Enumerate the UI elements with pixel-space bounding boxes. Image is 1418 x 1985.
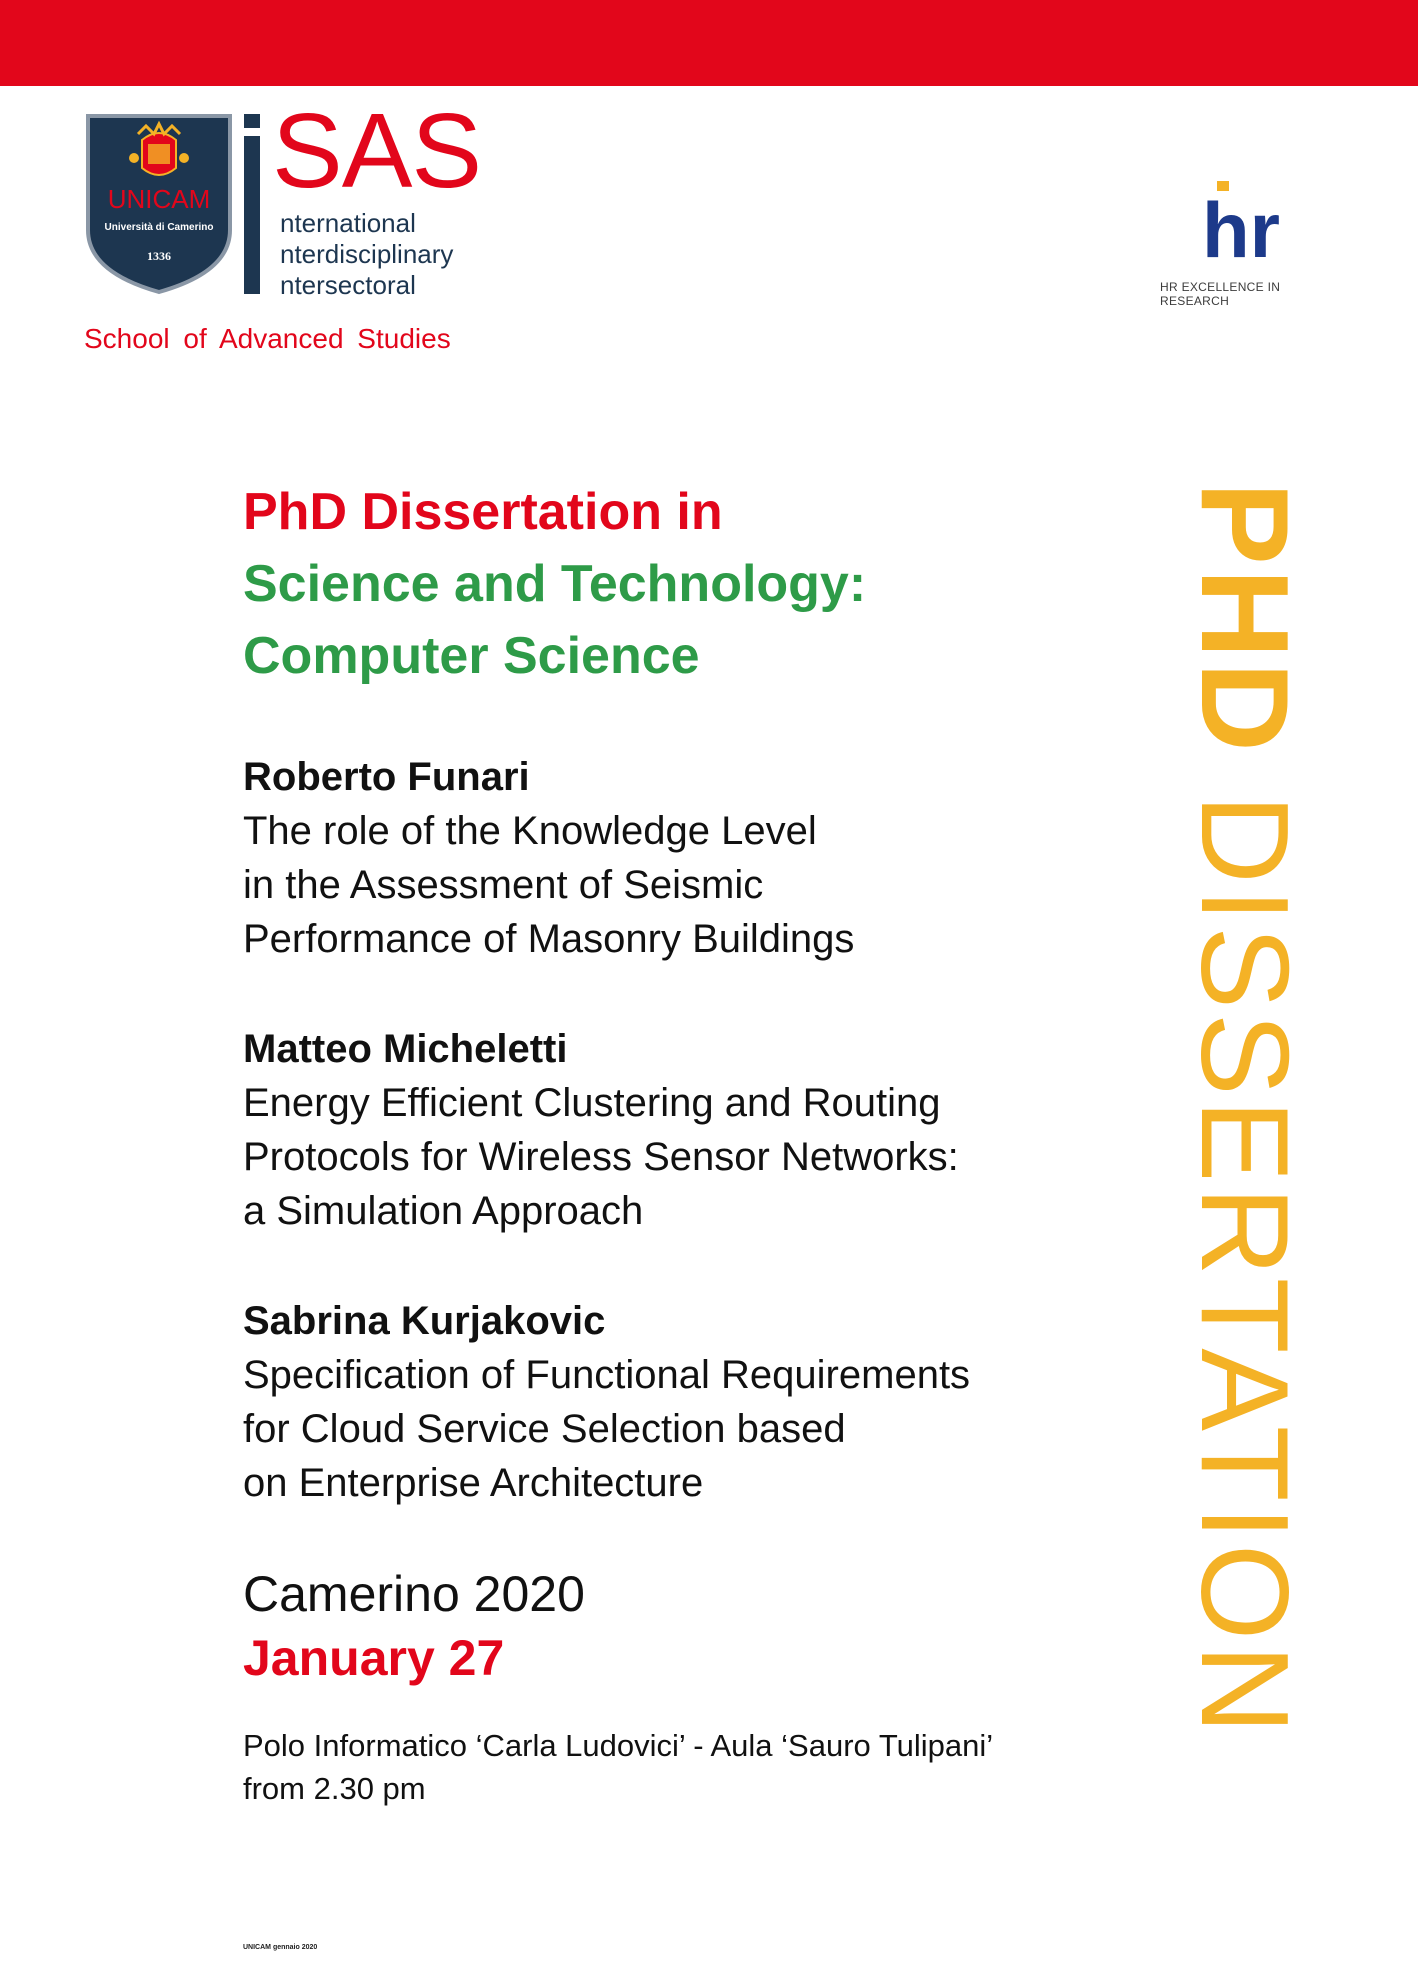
dissertation-title-line: The role of the Knowledge Level xyxy=(243,809,817,853)
dissertation-entry xyxy=(243,750,1123,966)
dissertation-title-line: Protocols for Wireless Sensor Networks: xyxy=(243,1135,959,1179)
isas-lines xyxy=(280,208,453,301)
dissertation-title-line: on Enterprise Architecture xyxy=(243,1461,704,1505)
unicam-shield-logo xyxy=(84,112,234,296)
isas-line-interdisciplinary: nterdisciplinary xyxy=(280,239,454,269)
dissertation-title-line: for Cloud Service Selection based xyxy=(243,1407,846,1451)
dissertation-title xyxy=(243,1076,1123,1238)
isas-logo xyxy=(244,92,484,302)
isas-wordmark: SAS xyxy=(272,92,482,210)
main-content xyxy=(243,476,1123,1810)
isas-i-dot xyxy=(244,114,260,128)
banner-bold: PHD xyxy=(1175,482,1313,756)
dissertation-title xyxy=(243,804,1123,966)
vertical-banner xyxy=(1175,440,1313,1780)
event-venue-block xyxy=(243,1724,1123,1810)
page-title xyxy=(243,476,1123,692)
dissertation-title xyxy=(243,1348,1123,1510)
candidate-name: Roberto Funari xyxy=(243,755,530,799)
event-venue: Polo Informatico ‘Carla Ludovici’ - Aula ‘Sauro Tulipani’ xyxy=(243,1728,994,1763)
hr-wordmark: hr xyxy=(1202,186,1280,274)
dissertation-title-line: Energy Efficient Clustering and Routing xyxy=(243,1081,941,1125)
isas-line-international: nternational xyxy=(280,208,416,238)
hr-tagline: HR EXCELLENCE IN RESEARCH xyxy=(1160,280,1281,308)
title-line-2: Science and Technology: xyxy=(243,555,867,613)
dissertation-title-line: in the Assessment of Seismic xyxy=(243,863,764,907)
dissertation-title-line: Specification of Functional Requirements xyxy=(243,1353,971,1397)
dissertation-entry xyxy=(243,1294,1123,1510)
event-city-year: Camerino 2020 xyxy=(243,1566,585,1622)
isas-line-intersectoral: ntersectoral xyxy=(280,270,416,300)
hr-excellence-logo xyxy=(1160,175,1300,295)
banner-light: DISSERTATION xyxy=(1175,755,1313,1738)
vertical-banner-text xyxy=(1175,482,1313,1738)
top-red-bar xyxy=(0,0,1418,86)
unicam-wordmark: UNICAM xyxy=(107,184,211,214)
title-line-3: Computer Science xyxy=(243,627,700,685)
unicam-university: Università di Camerino xyxy=(104,222,214,233)
school-name: School of Advanced Studies xyxy=(84,323,451,354)
candidate-name: Sabrina Kurjakovic xyxy=(243,1299,606,1343)
footnote: UNICAM gennaio 2020 xyxy=(243,1944,318,1951)
dissertation-entry xyxy=(243,1022,1123,1238)
unicam-year: 1336 xyxy=(147,249,171,263)
title-line-1: PhD Dissertation in xyxy=(243,483,723,541)
dissertation-title-line: Performance of Masonry Buildings xyxy=(243,917,855,961)
isas-i-bar xyxy=(244,136,260,294)
event-date: January 27 xyxy=(243,1630,505,1686)
event-time: from 2.30 pm xyxy=(243,1771,426,1806)
dissertation-title-line: a Simulation Approach xyxy=(243,1189,644,1233)
candidate-name: Matteo Micheletti xyxy=(243,1027,568,1071)
